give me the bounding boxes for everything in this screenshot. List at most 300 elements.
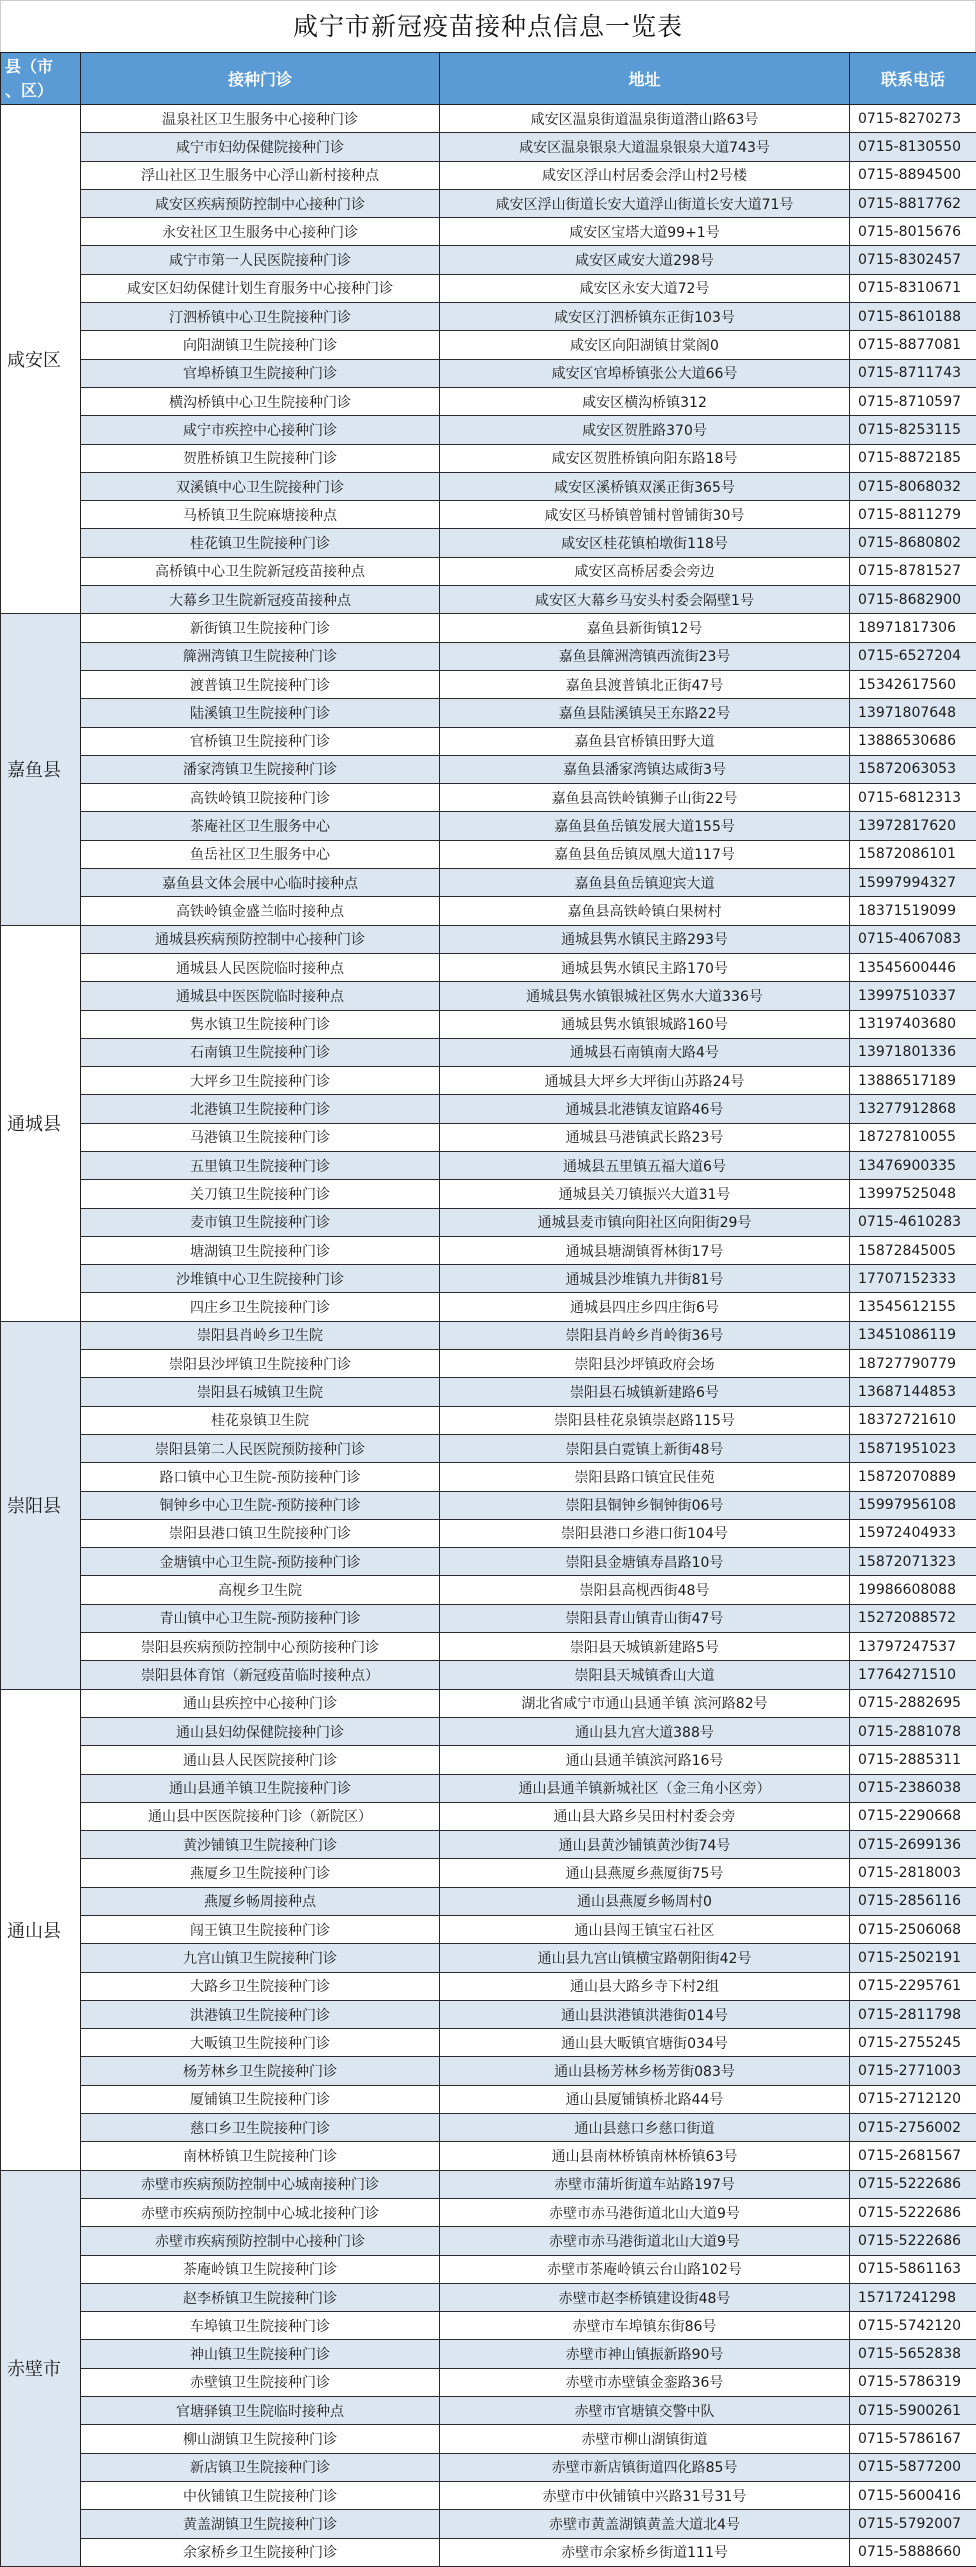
phone-cell: 0715-5786167 xyxy=(850,2425,976,2453)
address-cell: 崇阳县路口镇宜民佳苑 xyxy=(440,1463,850,1491)
district-cell: 嘉鱼县 xyxy=(1,614,81,925)
clinic-cell: 神山镇卫生院接种门诊 xyxy=(81,2340,440,2368)
clinic-cell: 桂花泉镇卫生院 xyxy=(81,1406,440,1434)
address-cell: 通山县九宫大道388号 xyxy=(440,1717,850,1745)
phone-cell: 13476900335 xyxy=(850,1151,976,1179)
phone-cell: 15872845005 xyxy=(850,1236,976,1264)
address-cell: 通山县闯王镇宝石社区 xyxy=(440,1916,850,1944)
table-row xyxy=(1,246,976,274)
clinic-cell: 杨芳林乡卫生院接种门诊 xyxy=(81,2057,440,2085)
address-cell: 崇阳县石城镇新建路6号 xyxy=(440,1378,850,1406)
clinic-cell: 厦铺镇卫生院接种门诊 xyxy=(81,2085,440,2113)
district-cell: 崇阳县 xyxy=(1,1321,81,1689)
clinic-cell: 双溪镇中心卫生院接种门诊 xyxy=(81,472,440,500)
phone-cell: 0715-5222686 xyxy=(850,2198,976,2226)
address-cell: 通山县燕厦乡燕厦街75号 xyxy=(440,1859,850,1887)
clinic-cell: 高铁岭镇金盛兰临时接种点 xyxy=(81,897,440,925)
address-cell: 嘉鱼县新街镇12号 xyxy=(440,614,850,642)
address-cell: 崇阳县白霓镇上新街48号 xyxy=(440,1434,850,1462)
address-cell: 赤壁市赤马港街道北山大道9号 xyxy=(440,2227,850,2255)
table-row xyxy=(1,925,976,953)
clinic-cell: 关刀镇卫生院接种门诊 xyxy=(81,1180,440,1208)
clinic-cell: 向阳湖镇卫生院接种门诊 xyxy=(81,331,440,359)
table-row xyxy=(1,1434,976,1462)
phone-cell: 15997994327 xyxy=(850,869,976,897)
address-cell: 赤壁市官塘镇交警中队 xyxy=(440,2397,850,2425)
table-row xyxy=(1,2340,976,2368)
table-row xyxy=(1,1350,976,1378)
phone-cell: 0715-8710597 xyxy=(850,387,976,415)
address-cell: 湖北省咸宁市通山县通羊镇 滨河路82号 xyxy=(440,1689,850,1717)
address-cell: 崇阳县天城镇新建路5号 xyxy=(440,1633,850,1661)
table-row xyxy=(1,1831,976,1859)
phone-cell: 0715-8068032 xyxy=(850,472,976,500)
table-row xyxy=(1,1095,976,1123)
clinic-cell: 慈口乡卫生院接种门诊 xyxy=(81,2114,440,2142)
phone-cell: 0715-2771003 xyxy=(850,2057,976,2085)
address-cell: 崇阳县肖岭乡肖岭街36号 xyxy=(440,1321,850,1349)
table-row xyxy=(1,2000,976,2028)
address-cell: 咸安区贺胜路370号 xyxy=(440,416,850,444)
address-cell: 通城县隽水镇民主路170号 xyxy=(440,953,850,981)
header-address: 地址 xyxy=(440,53,850,105)
address-cell: 赤壁市余家桥乡街道111号 xyxy=(440,2538,850,2566)
clinic-cell: 崇阳县肖岭乡卫生院 xyxy=(81,1321,440,1349)
district-cell: 咸安区 xyxy=(1,105,81,614)
address-cell: 嘉鱼县陆溪镇吴王东路22号 xyxy=(440,699,850,727)
address-cell: 赤壁市柳山湖镇街道 xyxy=(440,2425,850,2453)
table-row xyxy=(1,2114,976,2142)
phone-cell: 0715-5792007 xyxy=(850,2510,976,2538)
clinic-cell: 通城县中医医院临时接种点 xyxy=(81,982,440,1010)
address-cell: 赤壁市车埠镇东街86号 xyxy=(440,2312,850,2340)
phone-cell: 13971807648 xyxy=(850,699,976,727)
table-row xyxy=(1,218,976,246)
clinic-cell: 横沟桥镇中心卫生院接种门诊 xyxy=(81,387,440,415)
table-row xyxy=(1,1463,976,1491)
clinic-cell: 咸宁市疾控中心接种门诊 xyxy=(81,416,440,444)
address-cell: 咸安区温泉银泉大道温泉银泉大道743号 xyxy=(440,133,850,161)
address-cell: 赤壁市新店镇街道四化路85号 xyxy=(440,2453,850,2481)
phone-cell: 19986608088 xyxy=(850,1576,976,1604)
clinic-cell: 通城县疾病预防控制中心接种门诊 xyxy=(81,925,440,953)
clinic-cell: 马桥镇卫生院麻塘接种点 xyxy=(81,501,440,529)
clinic-cell: 赤壁市疾病预防控制中心城北接种门诊 xyxy=(81,2198,440,2226)
clinic-cell: 车埠镇卫生院接种门诊 xyxy=(81,2312,440,2340)
phone-cell: 0715-8130550 xyxy=(850,133,976,161)
address-cell: 通城县大坪乡大坪街山苏路24号 xyxy=(440,1067,850,1095)
address-cell: 咸安区宝塔大道99+1号 xyxy=(440,218,850,246)
phone-cell: 0715-2502191 xyxy=(850,1944,976,1972)
table-row xyxy=(1,2198,976,2226)
clinic-cell: 五里镇卫生院接种门诊 xyxy=(81,1151,440,1179)
table-row xyxy=(1,2425,976,2453)
clinic-cell: 高枧乡卫生院 xyxy=(81,1576,440,1604)
phone-cell: 0715-8253115 xyxy=(850,416,976,444)
phone-cell: 15272088572 xyxy=(850,1604,976,1632)
table-row xyxy=(1,387,976,415)
clinic-cell: 大坪乡卫生院接种门诊 xyxy=(81,1067,440,1095)
address-cell: 赤壁市茶庵岭镇云台山路102号 xyxy=(440,2255,850,2283)
address-cell: 通城县隽水镇民主路293号 xyxy=(440,925,850,953)
phone-cell: 0715-5222686 xyxy=(850,2170,976,2198)
header-phone: 联系电话 xyxy=(850,53,976,105)
table-row xyxy=(1,501,976,529)
table-row xyxy=(1,755,976,783)
address-cell: 嘉鱼县鱼岳镇发展大道155号 xyxy=(440,812,850,840)
district-cell: 通山县 xyxy=(1,1689,81,2170)
table-row xyxy=(1,529,976,557)
address-cell: 通山县燕厦乡畅周村0 xyxy=(440,1887,850,1915)
address-cell: 崇阳县高枧西街48号 xyxy=(440,1576,850,1604)
table-row xyxy=(1,2481,976,2509)
address-cell: 赤壁市神山镇振新路90号 xyxy=(440,2340,850,2368)
address-cell: 咸安区咸安大道298号 xyxy=(440,246,850,274)
table-row xyxy=(1,1067,976,1095)
header-clinic: 接种门诊 xyxy=(81,53,440,105)
table-row xyxy=(1,1774,976,1802)
table-row xyxy=(1,2312,976,2340)
clinic-cell: 鱼岳社区卫生服务中心 xyxy=(81,840,440,868)
clinic-cell: 赤壁市疾病预防控制中心城南接种门诊 xyxy=(81,2170,440,2198)
clinic-cell: 塘湖镇卫生院接种门诊 xyxy=(81,1236,440,1264)
clinic-cell: 麦市镇卫生院接种门诊 xyxy=(81,1208,440,1236)
address-cell: 咸安区大幕乡马安头村委会隔壁1号 xyxy=(440,586,850,614)
phone-cell: 13886530686 xyxy=(850,727,976,755)
phone-cell: 15872086101 xyxy=(850,840,976,868)
address-cell: 通山县通羊镇新城社区（金三角小区旁） xyxy=(440,1774,850,1802)
address-cell: 崇阳县沙坪镇政府会场 xyxy=(440,1350,850,1378)
phone-cell: 0715-2386038 xyxy=(850,1774,976,1802)
table-row xyxy=(1,1746,976,1774)
clinic-cell: 通城县人民医院临时接种点 xyxy=(81,953,440,981)
table-row xyxy=(1,1576,976,1604)
phone-cell: 0715-2506068 xyxy=(850,1916,976,1944)
clinic-cell: 崇阳县疾病预防控制中心预防接种门诊 xyxy=(81,1633,440,1661)
phone-cell: 0715-5652838 xyxy=(850,2340,976,2368)
clinic-cell: 通山县疾控中心接种门诊 xyxy=(81,1689,440,1717)
phone-cell: 0715-8872185 xyxy=(850,444,976,472)
clinic-cell: 贺胜桥镇卫生院接种门诊 xyxy=(81,444,440,472)
phone-cell: 0715-2756002 xyxy=(850,2114,976,2142)
address-cell: 嘉鱼县高铁岭镇狮子山街22号 xyxy=(440,784,850,812)
address-cell: 咸安区温泉街道温泉街道潜山路63号 xyxy=(440,105,850,133)
table-row xyxy=(1,359,976,387)
address-cell: 通山县厦铺镇桥北路44号 xyxy=(440,2085,850,2113)
table-row xyxy=(1,586,976,614)
table-row xyxy=(1,2453,976,2481)
clinic-cell: 沙堆镇中心卫生院接种门诊 xyxy=(81,1265,440,1293)
clinic-cell: 大幕乡卫生院新冠疫苗接种点 xyxy=(81,586,440,614)
phone-cell: 18727810055 xyxy=(850,1123,976,1151)
address-cell: 嘉鱼县渡普镇北正街47号 xyxy=(440,670,850,698)
table-row xyxy=(1,1519,976,1547)
clinic-cell: 余家桥乡卫生院接种门诊 xyxy=(81,2538,440,2566)
address-cell: 嘉鱼县簰洲湾镇西流街23号 xyxy=(440,642,850,670)
table-row xyxy=(1,2255,976,2283)
address-cell: 咸安区横沟桥镇312 xyxy=(440,387,850,415)
table-row xyxy=(1,1378,976,1406)
address-cell: 通城县四庄乡四庄街6号 xyxy=(440,1293,850,1321)
table-row xyxy=(1,1548,976,1576)
clinic-cell: 赤壁镇卫生院接种门诊 xyxy=(81,2368,440,2396)
address-cell: 通山县洪港镇洪港街014号 xyxy=(440,2000,850,2028)
address-cell: 崇阳县铜钟乡铜钟街06号 xyxy=(440,1491,850,1519)
phone-cell: 0715-8610188 xyxy=(850,303,976,331)
table-row xyxy=(1,189,976,217)
address-cell: 通城县马港镇武长路23号 xyxy=(440,1123,850,1151)
clinic-cell: 永安社区卫生服务中心接种门诊 xyxy=(81,218,440,246)
clinic-cell: 咸安区妇幼保健计划生育服务中心接种门诊 xyxy=(81,274,440,302)
clinic-cell: 金塘镇中心卫生院-预防接种门诊 xyxy=(81,1548,440,1576)
phone-cell: 13972817620 xyxy=(850,812,976,840)
table-row xyxy=(1,670,976,698)
address-cell: 崇阳县桂花泉镇崇赵路115号 xyxy=(440,1406,850,1434)
phone-cell: 0715-8680802 xyxy=(850,529,976,557)
phone-cell: 17764271510 xyxy=(850,1661,976,1689)
district-cell: 赤壁市 xyxy=(1,2170,81,2566)
clinic-cell: 黄盖湖镇卫生院接种门诊 xyxy=(81,2510,440,2538)
phone-cell: 13687144853 xyxy=(850,1378,976,1406)
clinic-cell: 四庄乡卫生院接种门诊 xyxy=(81,1293,440,1321)
address-cell: 嘉鱼县官桥镇田野大道 xyxy=(440,727,850,755)
phone-cell: 0715-4610283 xyxy=(850,1208,976,1236)
table-row xyxy=(1,2029,976,2057)
table-row xyxy=(1,1972,976,2000)
address-cell: 赤壁市赤马港街道北山大道9号 xyxy=(440,2198,850,2226)
phone-cell: 0715-8811279 xyxy=(850,501,976,529)
phone-cell: 13997525048 xyxy=(850,1180,976,1208)
phone-cell: 0715-8817762 xyxy=(850,189,976,217)
clinic-cell: 赵李桥镇卫生院接种门诊 xyxy=(81,2283,440,2311)
address-cell: 咸安区永安大道72号 xyxy=(440,274,850,302)
address-cell: 通山县杨芳林乡杨芳街083号 xyxy=(440,2057,850,2085)
clinic-cell: 桂花镇卫生院接种门诊 xyxy=(81,529,440,557)
table-row xyxy=(1,2142,976,2170)
phone-cell: 0715-5786319 xyxy=(850,2368,976,2396)
clinic-cell: 赤壁市疾病预防控制中心接种门诊 xyxy=(81,2227,440,2255)
address-cell: 通城县北港镇友谊路46号 xyxy=(440,1095,850,1123)
address-cell: 通山县慈口乡慈口街道 xyxy=(440,2114,850,2142)
phone-cell: 18971817306 xyxy=(850,614,976,642)
phone-cell: 0715-2856116 xyxy=(850,1887,976,1915)
table-row xyxy=(1,2538,976,2566)
clinic-cell: 通山县人民医院接种门诊 xyxy=(81,1746,440,1774)
phone-cell: 15872063053 xyxy=(850,755,976,783)
phone-cell: 13971801336 xyxy=(850,1038,976,1066)
table-row xyxy=(1,2368,976,2396)
table-row xyxy=(1,1180,976,1208)
table-row xyxy=(1,840,976,868)
address-cell: 咸安区贺胜桥镇向阳东路18号 xyxy=(440,444,850,472)
table-row xyxy=(1,2227,976,2255)
clinic-cell: 崇阳县港口镇卫生院接种门诊 xyxy=(81,1519,440,1547)
table-row xyxy=(1,1321,976,1349)
table-row xyxy=(1,1123,976,1151)
clinic-cell: 浮山社区卫生服务中心浮山新村接种点 xyxy=(81,161,440,189)
table-row xyxy=(1,1661,976,1689)
table-row xyxy=(1,1633,976,1661)
clinic-cell: 陆溪镇卫生院接种门诊 xyxy=(81,699,440,727)
phone-cell: 0715-8711743 xyxy=(850,359,976,387)
table-row xyxy=(1,1802,976,1830)
address-cell: 咸安区汀泗桥镇东正街103号 xyxy=(440,303,850,331)
address-cell: 咸安区向阳湖镇甘棠阁0 xyxy=(440,331,850,359)
phone-cell: 0715-5888660 xyxy=(850,2538,976,2566)
table-row xyxy=(1,812,976,840)
phone-cell: 0715-8894500 xyxy=(850,161,976,189)
table-row xyxy=(1,1265,976,1293)
phone-cell: 0715-6527204 xyxy=(850,642,976,670)
clinic-cell: 茶庵社区卫生服务中心 xyxy=(81,812,440,840)
phone-cell: 18372721610 xyxy=(850,1406,976,1434)
address-cell: 赤壁市赤壁镇金銮路36号 xyxy=(440,2368,850,2396)
table-row xyxy=(1,1151,976,1179)
address-cell: 通城县五里镇五福大道6号 xyxy=(440,1151,850,1179)
clinic-cell: 渡普镇卫生院接种门诊 xyxy=(81,670,440,698)
phone-cell: 0715-8302457 xyxy=(850,246,976,274)
table-row xyxy=(1,557,976,585)
phone-cell: 0715-2290668 xyxy=(850,1802,976,1830)
clinic-cell: 通山县妇幼保健院接种门诊 xyxy=(81,1717,440,1745)
page-title: 咸宁市新冠疫苗接种点信息一览表 xyxy=(0,0,976,52)
phone-cell: 17707152333 xyxy=(850,1265,976,1293)
clinic-cell: 高桥镇中心卫生院新冠疫苗接种点 xyxy=(81,557,440,585)
address-cell: 崇阳县青山镇青山街47号 xyxy=(440,1604,850,1632)
address-cell: 嘉鱼县高铁岭镇白果树村 xyxy=(440,897,850,925)
table-row xyxy=(1,1491,976,1519)
clinic-cell: 咸安区疾病预防控制中心接种门诊 xyxy=(81,189,440,217)
phone-cell: 13197403680 xyxy=(850,1010,976,1038)
header-district-line2: 、区） xyxy=(5,79,80,103)
address-cell: 通城县沙堆镇九井街81号 xyxy=(440,1265,850,1293)
address-cell: 通城县隽水镇银城社区隽水大道336号 xyxy=(440,982,850,1010)
clinic-cell: 汀泗桥镇中心卫生院接种门诊 xyxy=(81,303,440,331)
table-row xyxy=(1,105,976,133)
phone-cell: 15871951023 xyxy=(850,1434,976,1462)
table-row xyxy=(1,1916,976,1944)
clinic-cell: 九宫山镇卫生院接种门诊 xyxy=(81,1944,440,1972)
clinic-cell: 通山县通羊镇卫生院接种门诊 xyxy=(81,1774,440,1802)
address-cell: 咸安区高桥居委会旁边 xyxy=(440,557,850,585)
clinic-cell: 燕厦乡畅周接种点 xyxy=(81,1887,440,1915)
table-row xyxy=(1,784,976,812)
vaccination-sites-table xyxy=(0,52,976,2567)
phone-cell: 18727790779 xyxy=(850,1350,976,1378)
phone-cell: 0715-5600416 xyxy=(850,2481,976,2509)
table-row xyxy=(1,1689,976,1717)
address-cell: 通山县大路乡吴田村村委会旁 xyxy=(440,1802,850,1830)
address-cell: 通山县九宫山镇横宝路朝阳街42号 xyxy=(440,1944,850,1972)
phone-cell: 0715-8270273 xyxy=(850,105,976,133)
clinic-cell: 咸宁市第一人民医院接种门诊 xyxy=(81,246,440,274)
phone-cell: 15872070889 xyxy=(850,1463,976,1491)
clinic-cell: 黄沙铺镇卫生院接种门诊 xyxy=(81,1831,440,1859)
clinic-cell: 官塘驿镇卫生院临时接种点 xyxy=(81,2397,440,2425)
phone-cell: 0715-8682900 xyxy=(850,586,976,614)
phone-cell: 13451086119 xyxy=(850,1321,976,1349)
address-cell: 赤壁市赵李桥镇建设街48号 xyxy=(440,2283,850,2311)
clinic-cell: 隽水镇卫生院接种门诊 xyxy=(81,1010,440,1038)
clinic-cell: 大畈镇卫生院接种门诊 xyxy=(81,2029,440,2057)
address-cell: 咸安区浮山村居委会浮山村2号楼 xyxy=(440,161,850,189)
clinic-cell: 簰洲湾镇卫生院接种门诊 xyxy=(81,642,440,670)
clinic-cell: 马港镇卫生院接种门诊 xyxy=(81,1123,440,1151)
address-cell: 通山县通羊镇滨河路16号 xyxy=(440,1746,850,1774)
phone-cell: 13545600446 xyxy=(850,953,976,981)
table-row xyxy=(1,982,976,1010)
table-row xyxy=(1,2057,976,2085)
phone-cell: 0715-5742120 xyxy=(850,2312,976,2340)
phone-cell: 15717241298 xyxy=(850,2283,976,2311)
clinic-cell: 官桥镇卫生院接种门诊 xyxy=(81,727,440,755)
table-row xyxy=(1,133,976,161)
table-row xyxy=(1,1010,976,1038)
address-cell: 赤壁市黄盖湖镇黄盖大道北4号 xyxy=(440,2510,850,2538)
phone-cell: 0715-8781527 xyxy=(850,557,976,585)
phone-cell: 0715-8015676 xyxy=(850,218,976,246)
address-cell: 咸安区桂花镇柏墩街118号 xyxy=(440,529,850,557)
phone-cell: 15997956108 xyxy=(850,1491,976,1519)
table-row xyxy=(1,2170,976,2198)
phone-cell: 0715-2712120 xyxy=(850,2085,976,2113)
phone-cell: 0715-4067083 xyxy=(850,925,976,953)
phone-cell: 0715-5222686 xyxy=(850,2227,976,2255)
phone-cell: 0715-5877200 xyxy=(850,2453,976,2481)
table-row xyxy=(1,727,976,755)
clinic-cell: 高铁岭镇卫院接种门诊 xyxy=(81,784,440,812)
address-cell: 嘉鱼县鱼岳镇凤凰大道117号 xyxy=(440,840,850,868)
phone-cell: 13886517189 xyxy=(850,1067,976,1095)
clinic-cell: 石南镇卫生院接种门诊 xyxy=(81,1038,440,1066)
clinic-cell: 新店镇卫生院接种门诊 xyxy=(81,2453,440,2481)
table-row xyxy=(1,274,976,302)
phone-cell: 0715-5900261 xyxy=(850,2397,976,2425)
clinic-cell: 柳山湖镇卫生院接种门诊 xyxy=(81,2425,440,2453)
table-row xyxy=(1,699,976,727)
phone-cell: 0715-2885311 xyxy=(850,1746,976,1774)
phone-cell: 0715-2882695 xyxy=(850,1689,976,1717)
address-cell: 咸安区溪桥镇双溪正街365号 xyxy=(440,472,850,500)
address-cell: 嘉鱼县鱼岳镇迎宾大道 xyxy=(440,869,850,897)
phone-cell: 13997510337 xyxy=(850,982,976,1010)
phone-cell: 13545612155 xyxy=(850,1293,976,1321)
address-cell: 咸安区浮山街道长安大道浮山街道长安大道71号 xyxy=(440,189,850,217)
phone-cell: 0715-2681567 xyxy=(850,2142,976,2170)
phone-cell: 13797247537 xyxy=(850,1633,976,1661)
clinic-cell: 官埠桥镇卫生院接种门诊 xyxy=(81,359,440,387)
clinic-cell: 崇阳县体育馆（新冠疫苗临时接种点） xyxy=(81,1661,440,1689)
phone-cell: 0715-2881078 xyxy=(850,1717,976,1745)
table-row xyxy=(1,2283,976,2311)
table-row xyxy=(1,2085,976,2113)
clinic-cell: 通山县中医医院接种门诊（新院区） xyxy=(81,1802,440,1830)
phone-cell: 0715-8310671 xyxy=(850,274,976,302)
table-row xyxy=(1,1236,976,1264)
table-row xyxy=(1,869,976,897)
table-body xyxy=(1,105,976,2567)
clinic-cell: 路口镇中心卫生院-预防接种门诊 xyxy=(81,1463,440,1491)
district-cell: 通城县 xyxy=(1,925,81,1321)
table-row xyxy=(1,2510,976,2538)
address-cell: 通城县关刀镇振兴大道31号 xyxy=(440,1180,850,1208)
address-cell: 崇阳县港口乡港口街104号 xyxy=(440,1519,850,1547)
address-cell: 赤壁市蒲圻街道车站路197号 xyxy=(440,2170,850,2198)
address-cell: 通城县石南镇南大路4号 xyxy=(440,1038,850,1066)
table-row xyxy=(1,614,976,642)
table-row xyxy=(1,953,976,981)
clinic-cell: 南林桥镇卫生院接种门诊 xyxy=(81,2142,440,2170)
